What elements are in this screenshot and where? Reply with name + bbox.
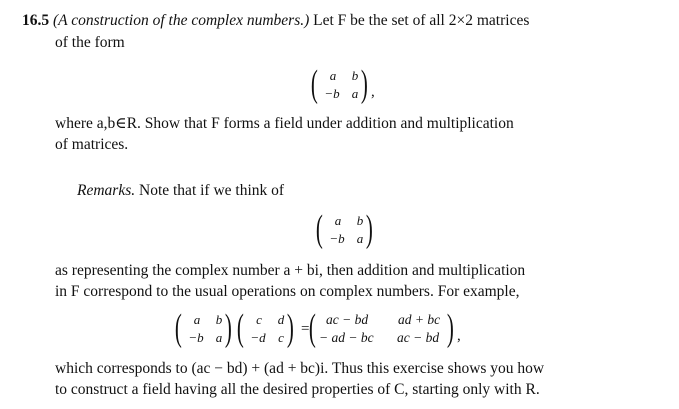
m1-a21: −b xyxy=(188,330,204,345)
exercise-intro-cont: of the form xyxy=(55,34,125,51)
remarks-label: Remarks. xyxy=(77,182,136,199)
exercise-body-line1: where a,b∈R. Show that F forms a field under addition and multiplication xyxy=(55,115,514,132)
product-trail: , xyxy=(457,328,461,344)
right-paren: ) xyxy=(365,208,373,250)
remarks-line3: which corresponds to (ac − bd) + (ad + bc)i. Thus this exercise shows you how xyxy=(55,360,545,377)
exercise-body-line2: of matrices. xyxy=(55,136,129,153)
left-paren: ( xyxy=(315,208,323,250)
matrix-a11: a xyxy=(329,68,337,83)
res-a12: ad + bc xyxy=(398,312,441,327)
m1-a11: a xyxy=(193,312,201,327)
exercise-intro: Let F be the set of all 2×2 matrices xyxy=(313,12,530,29)
matrix-trail: , xyxy=(371,84,375,100)
exercise-number: 16.5 xyxy=(22,12,50,29)
m2-left-paren: ( xyxy=(236,307,244,349)
product-equation xyxy=(172,307,472,353)
res-left-paren: ( xyxy=(308,307,316,349)
m2-right-paren: ) xyxy=(286,307,294,349)
equals-sign: = xyxy=(301,321,310,337)
remarks-line1: as representing the complex number a + bi, then addition and multiplication xyxy=(55,262,526,279)
m1-a22: a xyxy=(215,330,223,345)
remarks-lead: Note that if we think of xyxy=(139,182,285,199)
res-a11: ac − bd xyxy=(326,312,369,327)
m1-left-paren: ( xyxy=(174,307,182,349)
matrix-form xyxy=(308,63,388,108)
m1-a12: b xyxy=(215,312,223,327)
remarks-line4: to construct a field having all the desired properties of C, starting only with R. xyxy=(55,381,540,398)
m2-a11: c xyxy=(256,312,262,327)
m2-a22: c xyxy=(278,330,284,345)
matrix-a22: a xyxy=(356,231,364,246)
matrix-a21: −b xyxy=(329,231,345,246)
matrix-a11: a xyxy=(334,213,342,228)
right-paren: ) xyxy=(360,63,368,105)
res-right-paren: ) xyxy=(446,307,454,349)
matrix-a12: b xyxy=(356,213,364,228)
left-paren: ( xyxy=(310,63,318,105)
remarks-matrix xyxy=(313,208,393,253)
res-a21: − ad − bc xyxy=(319,330,374,345)
exercise-title: (A construction of the complex numbers.) xyxy=(53,12,310,29)
res-a22: ac − bd xyxy=(397,330,440,345)
m1-right-paren: ) xyxy=(224,307,232,349)
remarks-line xyxy=(77,181,284,200)
m2-a12: d xyxy=(277,312,285,327)
matrix-a12: b xyxy=(351,68,359,83)
m2-a21: −d xyxy=(250,330,266,345)
matrix-a22: a xyxy=(351,86,359,101)
exercise-heading-line xyxy=(22,11,529,30)
remarks-line2: in F correspond to the usual operations on complex numbers. For example, xyxy=(55,283,520,300)
matrix-a21: −b xyxy=(324,86,340,101)
